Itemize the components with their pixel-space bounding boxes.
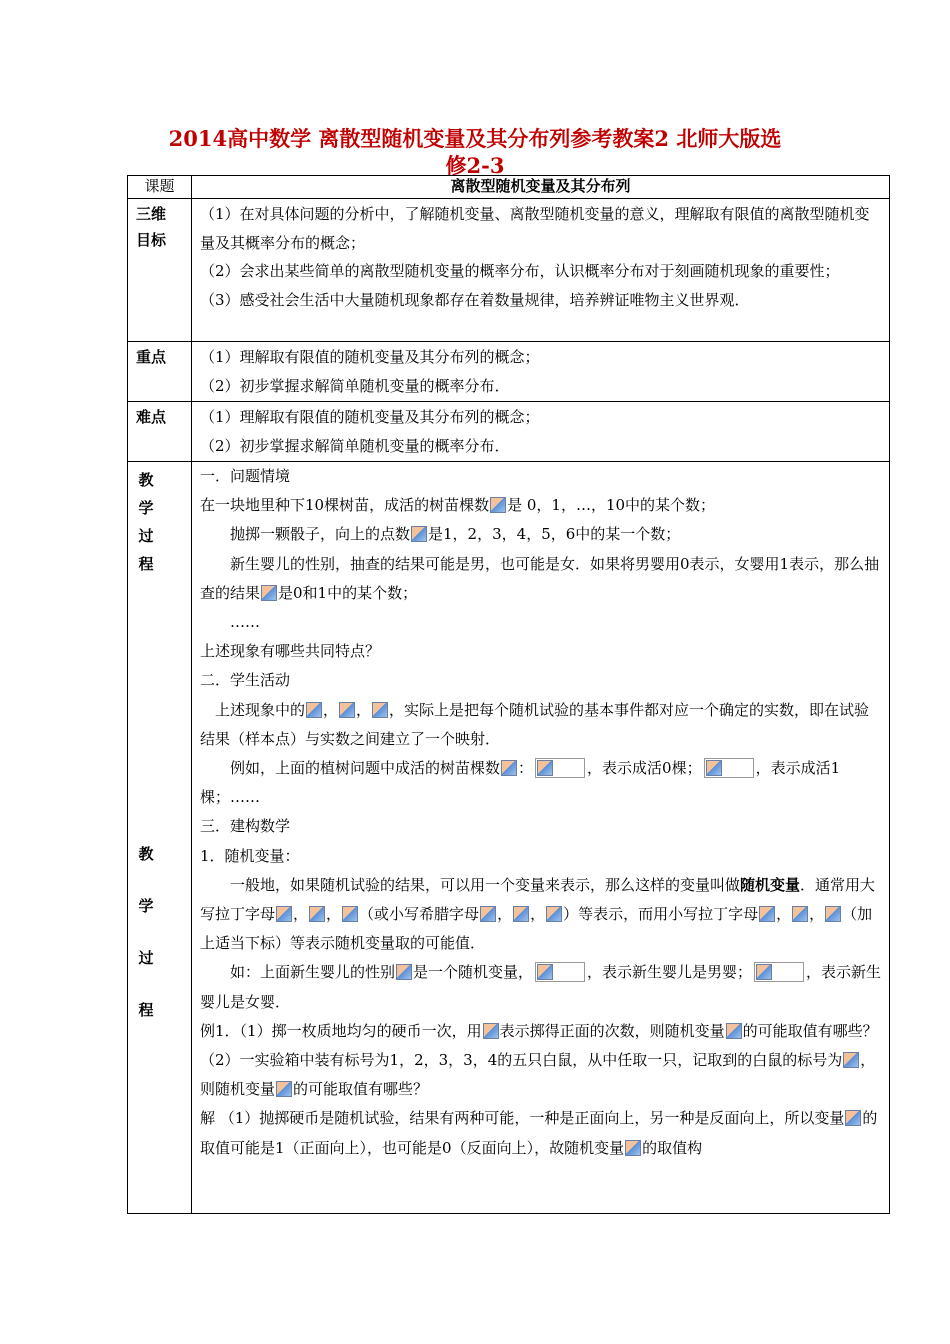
formula-image-icon xyxy=(546,906,562,922)
header-label-cell: 课题 xyxy=(128,176,192,199)
header-value-cell: 离散型随机变量及其分布列 xyxy=(192,176,890,199)
s1-line-1: 在一块地里种下10棵树苗，成活的树苗棵数 是 0，1，…，10中的某个数； xyxy=(200,496,716,515)
formula-image-icon xyxy=(372,702,388,718)
formula-image-icon xyxy=(276,906,292,922)
formula-image-icon xyxy=(501,760,517,776)
goals-label xyxy=(128,199,192,342)
goals-label-line-2: 目标 xyxy=(136,231,167,249)
key-points-content xyxy=(192,342,890,402)
process-row xyxy=(128,462,890,1214)
process-label-char: 程 xyxy=(138,1001,154,1019)
process-label xyxy=(128,462,192,1214)
s3-line-2: 如：上面新生婴儿的性别 是一个随机变量， ，表示新生婴儿是男婴； ，表示新生婴儿是女婴． xyxy=(200,963,882,1011)
formula-image-icon xyxy=(480,906,496,922)
goal-item-1: （1）在对具体问题的分析中，了解随机变量、离散型随机变量的意义，理解取有限值的离散型随机变量及其概率分布的概念； xyxy=(200,205,870,252)
formula-image-icon xyxy=(825,906,841,922)
section-3-heading: 三．建构数学 xyxy=(200,817,291,836)
formula-image-icon xyxy=(756,964,772,980)
s1-line-3: 新生婴儿的性别，抽查的结果可能是男，也可能是女．如果将男婴用0表示，女婴用1表示，那么抽查的结果 是0和1中的某个数； xyxy=(200,554,880,602)
formula-image-icon xyxy=(845,1110,861,1126)
formula-box xyxy=(535,758,585,778)
section-1-heading: 一．问题情境 xyxy=(200,467,291,485)
key-points-row xyxy=(128,342,890,402)
formula-box xyxy=(535,962,585,982)
formula-image-icon xyxy=(759,906,775,922)
process-label-char: 过 xyxy=(138,949,154,967)
difficulties-row xyxy=(128,402,890,462)
example-1-part-1: 例1．（1）掷一枚质地均匀的硬币一次，用 表示掷得正面的次数，则随机变量 的可能取值有哪些？ xyxy=(200,1021,878,1040)
difficulty-item-1: （1）理解取有限值的随机变量及其分布列的概念； xyxy=(200,408,540,426)
process-label-char: 教 xyxy=(138,845,154,863)
s1-question: 上述现象有哪些共同特点？ xyxy=(200,642,381,661)
formula-image-icon xyxy=(513,906,529,922)
process-label-char: 教 xyxy=(138,471,154,489)
formula-image-icon xyxy=(396,964,412,980)
formula-image-icon xyxy=(625,1140,641,1156)
keyword-random-variable: 随机变量 xyxy=(740,875,801,894)
process-label-char: 学 xyxy=(138,897,154,915)
key-point-item-2: （2）初步掌握求解简单随机变量的概率分布． xyxy=(200,376,510,395)
lesson-plan-table xyxy=(127,175,890,1214)
example-1-part-2: （2）一实验箱中装有标号为1，2，3，3，4的五只白鼠，从中任取一只，记取到的白鼠的标号为 ，则随机变量 的可能取值有哪些？ xyxy=(200,1051,876,1099)
formula-image-icon xyxy=(342,906,358,922)
solution-part-1: 解 （1）抛掷硬币是随机试验，结果有两种可能，一种是正面向上，另一种是反面向上，所以变量 的取值可能是1（正面向上），也可能是0（反面向上），故随机变量 的取值构 xyxy=(200,1109,878,1157)
header-row xyxy=(128,176,890,199)
document-title-line-1: 2014高中数学 离散型随机变量及其分布列参考教案2 北师大版选 xyxy=(168,126,782,151)
goal-item-2: （2）会求出某些简单的离散型随机变量的概率分布，认识概率分布对于刻画随机现象的重要性； xyxy=(200,262,840,280)
process-label-char: 程 xyxy=(138,555,154,573)
goals-label-line-1: 三维 xyxy=(136,205,167,223)
formula-image-icon xyxy=(537,760,553,776)
formula-box xyxy=(704,758,754,778)
formula-image-icon xyxy=(309,906,325,922)
s2-line-2: 例如，上面的植树问题中成活的树苗棵数 ： ，表示成活0棵； ，表示成活1棵；…… xyxy=(200,759,841,807)
formula-image-icon xyxy=(843,1052,859,1068)
document-title-line-2: 修2-3 xyxy=(445,153,505,178)
formula-image-icon xyxy=(490,497,506,513)
formula-image-icon xyxy=(261,585,277,601)
process-label-char: 学 xyxy=(138,499,154,517)
formula-image-icon xyxy=(483,1023,499,1039)
s3-line-1: 一般地，如果随机试验的结果，可以用一个变量来表示，那么这样的变量叫做随机变量．通常用大写拉丁字母 ， ， （或小写希腊字母 ， ， ）等表示，而用小写拉丁字母 ， ， （加上适当下标）等表示随机变量取的可能值． xyxy=(200,875,876,953)
formula-image-icon xyxy=(706,760,722,776)
s1-line-2: 抛掷一颗骰子，向上的点数 是1，2，3，4，5，6中的某一个数； xyxy=(230,525,681,544)
difficulty-item-2: （2）初步掌握求解简单随机变量的概率分布． xyxy=(200,436,510,455)
formula-image-icon xyxy=(792,906,808,922)
goal-item-3: （3）感受社会生活中大量随机现象都存在着数量规律，培养辨证唯物主义世界观． xyxy=(200,290,750,309)
s2-line-1: 上述现象中的 ， ， ，实际上是把每个随机试验的基本事件都对应一个确定的实数，即在试验结果（样本点）与实数之间建立了一个映射． xyxy=(200,700,870,748)
goals-content xyxy=(192,199,890,342)
key-point-item-1: （1）理解取有限值的随机变量及其分布列的概念； xyxy=(200,348,540,366)
formula-image-icon xyxy=(537,964,553,980)
formula-image-icon xyxy=(276,1081,292,1097)
s3-subheading: 1．随机变量： xyxy=(200,846,300,865)
difficulties-content xyxy=(192,402,890,462)
goals-row xyxy=(128,199,890,342)
formula-image-icon xyxy=(306,702,322,718)
formula-image-icon xyxy=(726,1023,742,1039)
section-2-heading: 二．学生活动 xyxy=(200,671,291,690)
difficulties-label: 难点 xyxy=(128,402,192,462)
process-label-bottom xyxy=(128,828,164,1036)
key-points-label: 重点 xyxy=(128,342,192,402)
process-label-char: 过 xyxy=(138,527,154,545)
process-content xyxy=(192,462,890,1214)
s1-ellipsis: …… xyxy=(230,613,260,632)
process-label-top xyxy=(128,466,164,578)
formula-image-icon xyxy=(339,702,355,718)
formula-image-icon xyxy=(411,526,427,542)
formula-box xyxy=(754,962,804,982)
